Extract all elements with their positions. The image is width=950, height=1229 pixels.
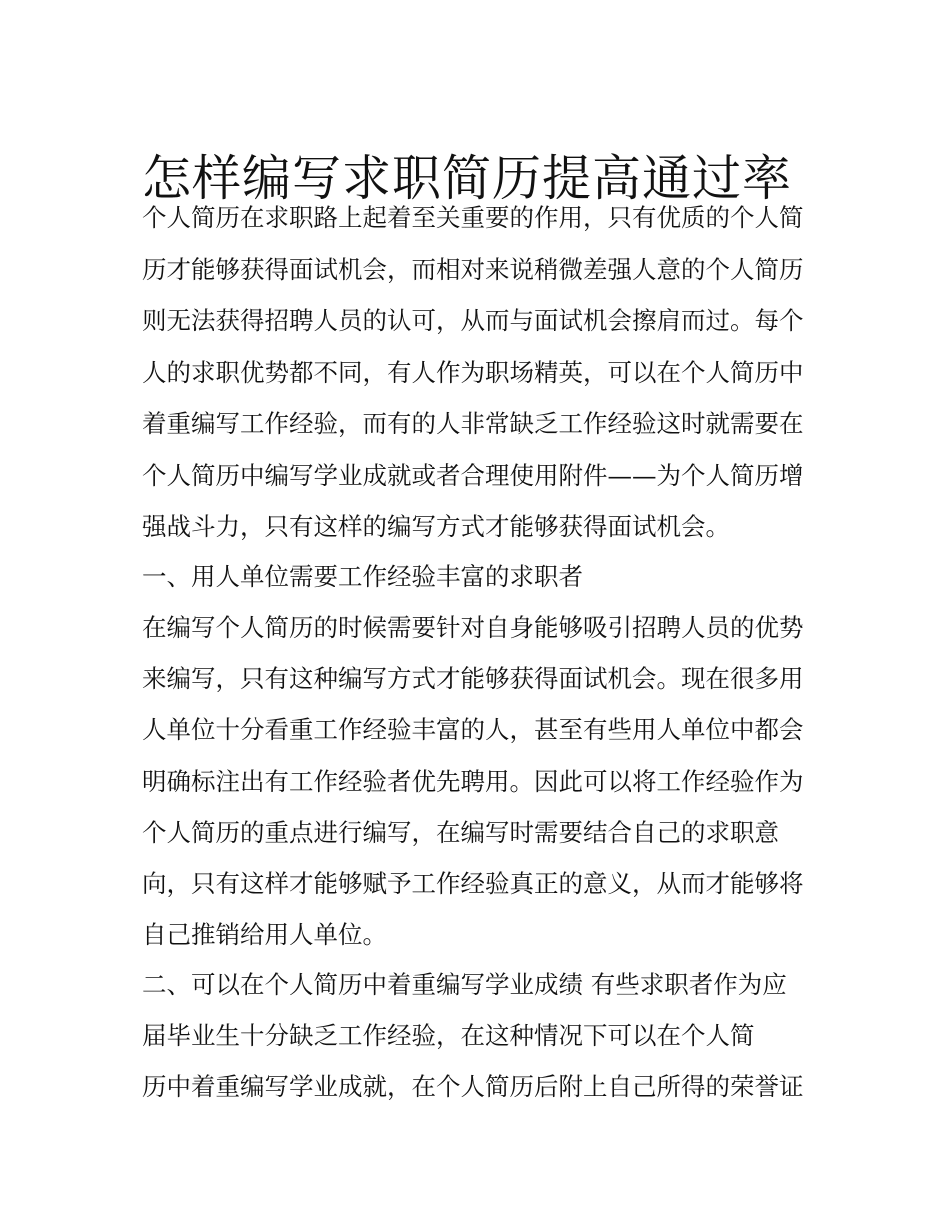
section-heading: 一、用人单位需要工作经验丰富的求职者: [142, 562, 583, 591]
text-line: 在编写个人简历的时候需要针对自身能够吸引招聘人员的优势: [142, 613, 804, 642]
text-line: 明确标注出有工作经验者优先聘用。因此可以将工作经验作为: [142, 767, 804, 796]
document-title: 怎样编写求职简历提高通过率: [142, 149, 793, 207]
text-line: 人的求职优势都不同，有人作为职场精英，可以在个人简历中: [142, 358, 804, 387]
text-line: 着重编写工作经验，而有的人非常缺乏工作经验这时就需要在: [142, 409, 804, 438]
text-line: 向，只有这样才能够赋予工作经验真正的意义，从而才能够将: [142, 869, 804, 898]
text-line: 强战斗力，只有这样的编写方式才能够获得面试机会。: [142, 512, 730, 541]
text-line: 来编写，只有这种编写方式才能够获得面试机会。现在很多用: [142, 664, 804, 693]
text-line: 届毕业生十分缺乏工作经验，在这种情况下可以在个人简: [142, 1021, 755, 1050]
text-line: 人单位十分看重工作经验丰富的人，甚至有些用人单位中都会: [142, 715, 804, 744]
text-line: 自己推销给用人单位。: [142, 920, 387, 949]
text-line: 个人简历中编写学业成就或者合理使用附件——为个人简历增: [142, 461, 804, 490]
text-line: 则无法获得招聘人员的认可，从而与面试机会擦肩而过。每个: [142, 306, 804, 335]
section-heading: 二、可以在个人简历中着重编写学业成绩 有些求职者作为应: [142, 970, 787, 999]
text-line: 历中着重编写学业成就，在个人简历后附上自己所得的荣誉证: [142, 1072, 804, 1101]
text-line: 历才能够获得面试机会，而相对来说稍微差强人意的个人简历: [142, 255, 804, 284]
text-line: 个人简历在求职路上起着至关重要的作用，只有优质的个人简: [142, 203, 804, 232]
text-line: 个人简历的重点进行编写，在编写时需要结合自己的求职意: [142, 818, 779, 847]
